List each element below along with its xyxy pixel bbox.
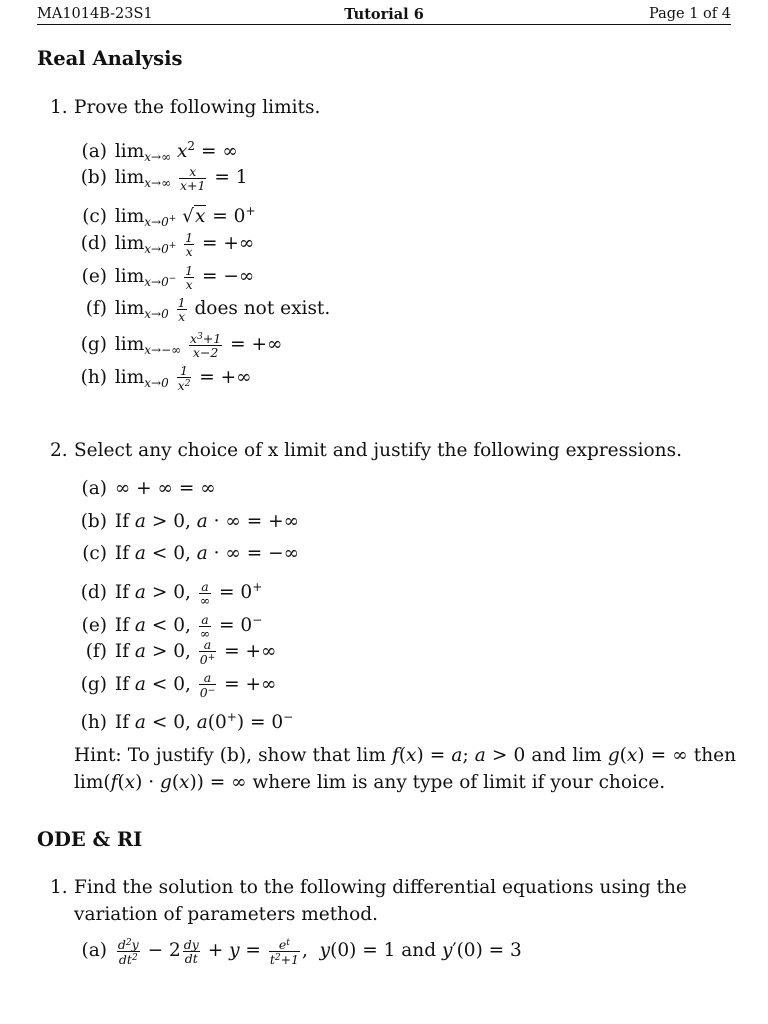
hint-text-1: To justify (b), show that (127, 745, 351, 766)
item-label: (b) (80, 167, 107, 188)
page-header (37, 4, 731, 25)
item-label: (e) (81, 266, 107, 287)
problem-text: Prove the following limits. (74, 97, 321, 118)
does-not-exist-text: does not exist. (194, 298, 331, 319)
limit-item-d: (d) $\lim_{x\to 0^+}$ $\frac{1}{x}$ = +∞ (71, 229, 254, 259)
expr-item-f: (f) If a > 0, $\frac{a}{0^+}$ = +∞ (71, 637, 276, 667)
expr-item-e: (e) If a < 0, $\frac{a}{\infty}$ = 0− (71, 605, 262, 635)
hint-text-4: where lim is any type of limit if your choice. (252, 772, 666, 793)
limit-item-g: (g) $\lim_{x\to-\infty}$ $\frac{x^3+1}{x-2}$ = +∞ (71, 330, 282, 360)
hint-text-3: then (693, 745, 736, 766)
limit-item-b: (b) $\lim_{x\to\infty}$ $\frac{x}{x+1}$ = 1 (71, 163, 248, 193)
course-code: MA1014B-23S1 (37, 6, 153, 22)
and-word: and (401, 940, 437, 961)
item-label: (d) (80, 582, 107, 603)
item-label: (h) (80, 367, 107, 388)
expr-item-g: (g) If a < 0, $\frac{a}{0^-}$ = +∞ (71, 670, 276, 700)
page-number: Page 1 of 4 (649, 6, 731, 22)
ode-problem-1 (50, 874, 740, 928)
tutorial-title: Tutorial 6 (344, 6, 424, 23)
item-label: (f) (85, 298, 107, 319)
item-label: (d) (80, 233, 107, 254)
problem-number: 1. (50, 877, 68, 898)
item-label: (f) (85, 641, 107, 662)
section-title-real-analysis: Real Analysis (37, 47, 183, 70)
expr-item-d: (d) If a > 0, $\frac{a}{\infty}$ = 0+ (71, 572, 262, 602)
item-label: (g) (80, 674, 107, 695)
item-label: (e) (81, 615, 107, 636)
problem-1 (50, 94, 740, 121)
expr-item-c: (c) If a < 0, a · ∞ = −∞ (71, 539, 299, 569)
hint-text-2: and (531, 745, 567, 766)
problem-text: Find the solution to the following differential equations using the variation of parameters method. (74, 877, 687, 925)
problem-number: 2. (50, 440, 68, 461)
expr-item-h: (h) If a < 0, a(0+) = 0− (71, 702, 293, 732)
item-label: (a) (81, 940, 107, 961)
hint-label: Hint: (74, 745, 122, 766)
problem-2 (50, 437, 740, 464)
section-title-ode-ri: ODE & RI (37, 828, 143, 851)
item-label: (c) (82, 206, 107, 227)
hint-paragraph: Hint: To justify (b), show that lim f(x) = a; a > 0 and lim g(x) = ∞ then lim(f(x) · g(x)) = ∞ where lim is any type of limit if your choice. (74, 745, 736, 793)
item-label: (h) (80, 712, 107, 733)
limit-item-c: (c) $\lim_{x\to 0^+} √x = 0^+$ (71, 196, 256, 226)
item-label: (b) (80, 511, 107, 532)
limit-item-h: (h) $\lim_{x\to 0}$ $\frac{1}{x^2}$ = +∞ (71, 363, 252, 393)
limit-item-e: (e) $\lim_{x\to 0^-}$ $\frac{1}{x}$ = −∞ (71, 262, 254, 292)
limit-item-a: (a) $\lim_{x\to\infty} x^2$ = ∞ (71, 131, 238, 161)
item-label: (g) (80, 334, 107, 355)
expr-item-a: (a) ∞ + ∞ = ∞ (71, 474, 216, 504)
ode-item-a: (a) $\frac{d^2y}{dt^2}$ − 2 $\frac{dy}{dt}$ + y = $\frac{e^t}{t^2+1}$ , y(0) = 1 and y′(0) = 3 (71, 936, 522, 966)
item-label: (a) (81, 141, 107, 162)
expr-item-b: (b) If a > 0, a · ∞ = +∞ (71, 507, 299, 537)
limit-item-f: (f) $\lim_{x\to 0}$ $\frac{1}{x}$ does not exist. (71, 294, 330, 324)
problem-number: 1. (50, 97, 68, 118)
problem-text: Select any choice of x limit and justify the following expressions. (74, 440, 682, 461)
item-label: (c) (82, 543, 107, 564)
item-label: (a) (81, 478, 107, 499)
